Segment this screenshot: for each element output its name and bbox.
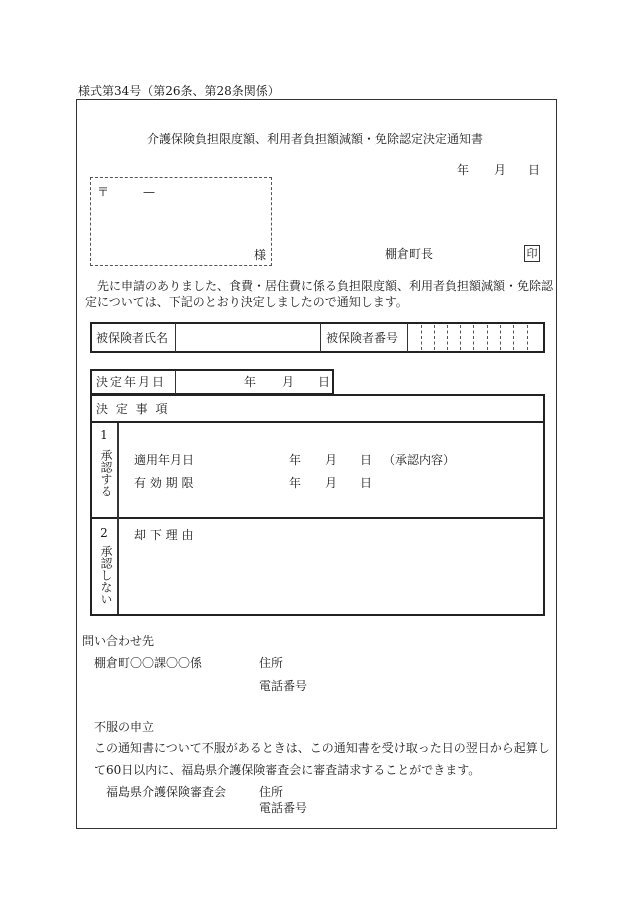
appeal-phone-label: 電話番号 <box>259 801 308 815</box>
decision-date-day: 日 <box>318 375 331 389</box>
inquiry-address-label: 住所 <box>259 656 284 670</box>
applied-date-label: 適用年月日 <box>134 453 195 467</box>
divider <box>175 323 176 352</box>
inquiry-phone-label: 電話番号 <box>259 679 308 693</box>
table-rule <box>90 517 545 519</box>
validity-day: 日 <box>360 476 373 490</box>
decision-date-label: 決定年月日 <box>96 375 167 389</box>
approval-content-note: （承認内容） <box>383 453 456 467</box>
form-number: 様式第34号（第26条、第28条関係） <box>78 84 280 98</box>
approve-vertical-label: 承認する <box>99 449 113 497</box>
rejection-reason-label: 却 下 理 由 <box>134 528 194 542</box>
appeal-line-1: この通知書について不服があるときは、この通知書を受け取った日の翌日から起算し <box>94 741 550 755</box>
decision-date-month: 月 <box>282 375 295 389</box>
reject-vertical-label: 承認しない <box>99 545 113 605</box>
date-year-label: 年 <box>457 163 470 177</box>
digit-divider <box>421 325 422 350</box>
applied-year: 年 <box>289 453 302 467</box>
digit-divider <box>434 325 435 350</box>
appeal-office: 福島県介護保険審査会 <box>106 785 227 799</box>
insured-number-label: 被保険者番号 <box>326 331 399 345</box>
applied-month: 月 <box>325 453 338 467</box>
appeal-address-label: 住所 <box>259 785 284 799</box>
divider <box>175 370 176 394</box>
digit-divider <box>500 325 501 350</box>
insured-name-label: 被保険者氏名 <box>96 331 169 345</box>
applied-day: 日 <box>360 453 373 467</box>
digit-divider <box>527 325 528 350</box>
date-month-label: 月 <box>494 163 507 177</box>
table-rule <box>90 421 545 423</box>
appeal-line-2: て60日以内に、福島県介護保険審査会に審査請求することができます。 <box>94 763 481 777</box>
date-day-label: 日 <box>528 163 541 177</box>
decision-date-year: 年 <box>244 375 257 389</box>
decision-items-label: 決 定 事 項 <box>96 402 168 416</box>
digit-divider <box>473 325 474 350</box>
digit-divider <box>447 325 448 350</box>
appeal-title: 不服の申立 <box>94 720 155 734</box>
divider <box>407 323 408 352</box>
postal-mark: 〒 <box>97 185 110 199</box>
reject-number: 2 <box>100 526 108 540</box>
approve-number: 1 <box>100 428 108 442</box>
seal-mark: 印 <box>524 245 540 262</box>
document-title: 介護保険負担限度額、利用者負担額減額・免除認定決定通知書 <box>146 132 483 146</box>
intro-line-2: 定については、下記のとおり決定しましたので通知します。 <box>85 295 408 309</box>
inquiry-office: 棚倉町〇〇課〇〇係 <box>94 656 203 670</box>
divider <box>320 323 321 352</box>
recipient-address-box <box>90 177 272 266</box>
digit-divider <box>513 325 514 350</box>
digit-divider <box>487 325 488 350</box>
digit-divider <box>460 325 461 350</box>
inquiry-title: 問い合わせ先 <box>82 634 155 648</box>
decision-items-table <box>90 394 545 616</box>
validity-month: 月 <box>325 476 338 490</box>
postal-dash: — <box>143 185 155 199</box>
issuer-name: 棚倉町長 <box>385 247 434 261</box>
recipient-honorific: 様 <box>254 248 267 262</box>
validity-label: 有 効 期 限 <box>134 476 194 490</box>
intro-line-1: 先に申請のありました、食費・居住費に係る負担限度額、利用者負担額減額・免除認 <box>97 279 554 293</box>
divider <box>117 423 119 614</box>
validity-year: 年 <box>289 476 302 490</box>
